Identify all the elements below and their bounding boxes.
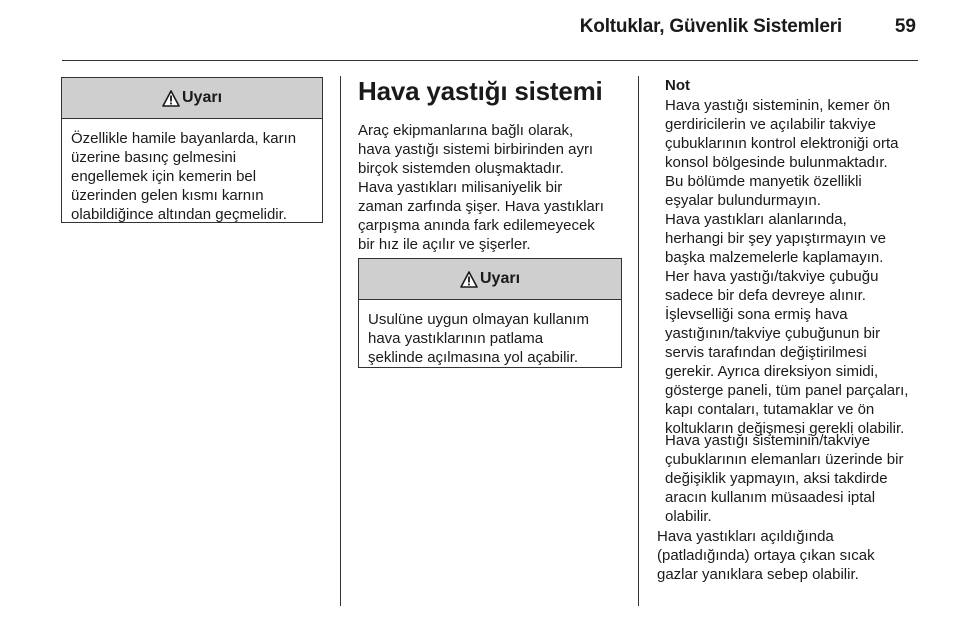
warning-body <box>62 119 322 224</box>
text-line: çarpışma anında fark edilemeyecek <box>358 217 595 234</box>
closing-paragraph <box>657 527 875 584</box>
text-line: Usulüne uygun olmayan kullanım <box>368 311 589 328</box>
text-line: Özellikle hamile bayanlarda, karın <box>71 130 297 147</box>
text-line: Hava yastığı sisteminin, kemer ön <box>665 97 891 114</box>
text-line: Hava yastıkları milisaniyelik bir <box>358 179 563 196</box>
warning-heading: Uyarı <box>479 270 521 287</box>
note-paragraph <box>665 210 886 267</box>
text-line: Bu bölümde manyetik özellikli <box>665 173 862 190</box>
warning-triangle-icon <box>162 90 180 107</box>
text-line: çubuklarının elemanları üzerinde bir <box>665 451 904 468</box>
text-line: Her hava yastığı/takviye çubuğu <box>665 268 879 285</box>
text-line: Hava yastıkları açıldığında <box>657 528 834 545</box>
note-label: Not <box>665 77 690 94</box>
text-line: gösterge paneli, tüm panel parçaları, <box>665 382 909 399</box>
warning-box-pregnancy <box>61 77 323 223</box>
page-number: 59 <box>894 16 916 37</box>
note-paragraph <box>665 96 898 210</box>
text-line: Araç ekipmanlarına bağlı olarak, <box>358 122 574 139</box>
warning-box-improper-use <box>358 258 622 368</box>
text-line: üzerine basınç gelmesini <box>71 149 237 166</box>
warning-triangle-icon <box>460 271 478 288</box>
page-header-title: Koltuklar, Güvenlik Sistemleri <box>579 16 842 37</box>
warning-box-header <box>359 259 621 300</box>
text-line: çubuklarının kontrol elektroniği orta <box>665 135 899 152</box>
text-line: olabilir. <box>665 508 712 525</box>
text-line: hava yastığı sistemi birbirinden ayrı <box>358 141 594 158</box>
text-line: bir hız ile açılır ve şişerler. <box>358 236 531 253</box>
text-line: herhangi bir şey yapıştırmayın ve <box>665 230 886 247</box>
warning-heading: Uyarı <box>181 89 223 106</box>
text-line: başka malzemelerle kaplamayın. <box>665 249 884 266</box>
text-line: değişiklik yapmayın, aksi takdirde <box>665 470 888 487</box>
warning-box-header <box>62 78 322 119</box>
text-line: kapı contaları, tutamaklar ve ön <box>665 401 875 418</box>
paragraph <box>358 178 604 254</box>
column-divider-right <box>638 76 639 606</box>
text-line: üzerinden gelen kısmı karnın <box>71 187 264 204</box>
text-line: koltukların değişmesi gerekli olabilir. <box>665 420 905 437</box>
text-line: (patladığında) ortaya çıkan sıcak <box>657 547 875 564</box>
text-line: aracın kullanım müsaadesi iptal <box>665 489 876 506</box>
note-paragraph <box>665 267 908 438</box>
text-line: Hava yastığı sisteminin/takviye <box>665 432 871 449</box>
text-line: şeklinde açılmasına yol açabilir. <box>368 349 579 366</box>
text-line: konsol bölgesinde bulunmaktadır. <box>665 154 888 171</box>
header-rule <box>62 60 918 61</box>
text-line: hava yastıklarının patlama <box>368 330 544 347</box>
text-line: gazlar yanıklara sebep olabilir. <box>657 566 859 583</box>
note-paragraph <box>665 431 903 526</box>
text-line: olabildiğince altından geçmelidir. <box>71 206 287 223</box>
text-line: sadece bir defa devreye alınır. <box>665 287 866 304</box>
warning-body <box>359 300 621 367</box>
text-line: Hava yastıkları alanlarında, <box>665 211 847 228</box>
section-title: Hava yastığı sistemi <box>358 76 603 106</box>
text-line: eşyalar bulundurmayın. <box>665 192 821 209</box>
text-line: birçok sistemden oluşmaktadır. <box>358 160 564 177</box>
text-line: gerdiricilerin ve açılabilir takviye <box>665 116 876 133</box>
text-line: yastığının/takviye çubuğunun bir <box>665 325 881 342</box>
text-line: servis tarafından değiştirilmesi <box>665 344 867 361</box>
text-line: zaman zarfında şişer. Hava yastıkları <box>358 198 604 215</box>
column-divider-left <box>340 76 341 606</box>
paragraph <box>358 121 593 178</box>
text-line: İşlevselliği sona ermiş hava <box>665 306 848 323</box>
text-line: engellemek için kemerin bel <box>71 168 257 185</box>
text-line: gerekir. Ayrıca direksiyon simidi, <box>665 363 879 380</box>
